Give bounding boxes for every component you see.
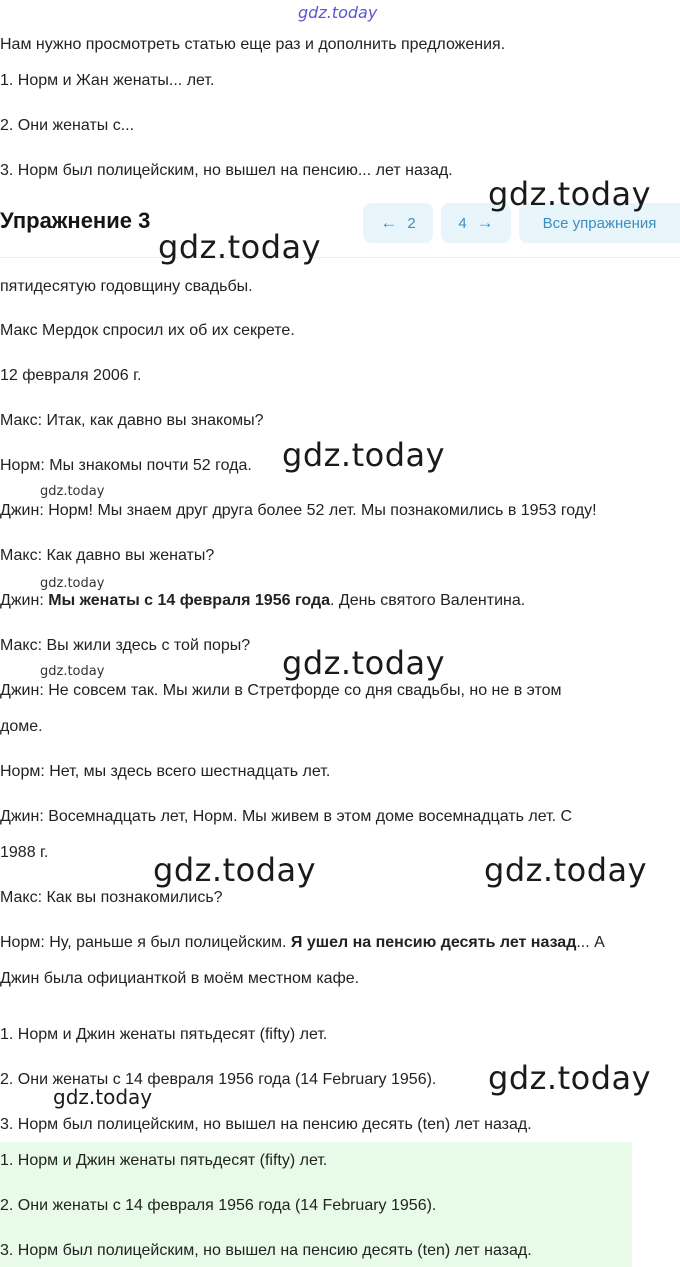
text-line: Джин: Не совсем так. Мы жили в Стретфорде со дня свадьбы, но не в этом <box>0 682 562 699</box>
intro-item-2: 2. Они женаты с... <box>0 117 135 134</box>
arrow-right-icon: → <box>476 213 494 232</box>
text-line: Джин была официанткой в моём местном кафе. <box>0 970 360 987</box>
text-line-bold: Мы женаты с 14 февраля 1956 года <box>48 592 331 609</box>
answer-item-3: 3. Норм был полицейским, но вышел на пенсию десять (ten) лет назад. <box>0 1116 532 1133</box>
watermark: gdz.today <box>282 644 446 682</box>
header-divider <box>0 257 680 258</box>
text-line: пятидесятую годовщину свадьбы. <box>0 278 253 295</box>
text-line: Джин: Восемнадцать лет, Норм. Мы живем в этом доме восемнадцать лет. С <box>0 808 573 825</box>
text-line: Макс: Вы жили здесь с той поры? <box>0 637 251 654</box>
text-line-bold: Я ушел на пенсию десять лет назад <box>290 934 577 951</box>
text-line: 1988 г. <box>0 844 49 861</box>
text-line-prefix: Норм: Ну, раньше я был полицейским. <box>0 934 291 951</box>
exercise-title: Упражнение 3 <box>0 208 151 233</box>
highlighted-answer-2: 2. Они женаты с 14 февраля 1956 года (14 February 1956). <box>0 1197 437 1214</box>
text-line: Макс: Как вы познакомились? <box>0 889 223 906</box>
instruction-text: Нам нужно просмотреть статью еще раз и дополнить предложения. <box>0 36 506 53</box>
answer-item-2: 2. Они женаты с 14 февраля 1956 года (14 February 1956). <box>0 1071 437 1088</box>
text-line: Макс Мердок спросил их об их секрете. <box>0 322 295 339</box>
text-line: Норм: Мы знакомы почти 52 года. <box>0 457 252 474</box>
intro-item-1: 1. Норм и Жан женаты... лет. <box>0 72 215 89</box>
watermark: gdz.today <box>153 851 317 889</box>
watermark: gdz.today <box>53 1085 153 1109</box>
text-line-suffix: ... А <box>576 934 605 951</box>
text-line-suffix: . День святого Валентина. <box>330 592 526 609</box>
text-line: доме. <box>0 718 43 735</box>
text-line: 12 февраля 2006 г. <box>0 367 142 384</box>
watermark: gdz.today <box>484 851 648 889</box>
watermark: gdz.today <box>488 1059 652 1097</box>
watermark-small: gdz.today <box>40 576 105 591</box>
prev-exercise-label: 2 <box>407 214 416 232</box>
all-exercises-label: Все упражнения <box>542 214 657 232</box>
next-exercise-label: 4 <box>458 214 467 232</box>
text-line-prefix: Джин: <box>0 592 49 609</box>
watermark: gdz.today <box>282 436 446 474</box>
arrow-left-icon: ← <box>380 213 398 232</box>
watermark-small: gdz.today <box>40 484 105 499</box>
watermark-top: gdz.today <box>298 3 378 22</box>
watermark: gdz.today <box>158 228 322 266</box>
intro-item-3: 3. Норм был полицейским, но вышел на пенсию... лет назад. <box>0 162 453 179</box>
watermark-small: gdz.today <box>40 664 105 679</box>
text-line: Макс: Как давно вы женаты? <box>0 547 215 564</box>
answer-item-1: 1. Норм и Джин женаты пятьдесят (fifty) лет. <box>0 1026 328 1043</box>
text-line: Макс: Итак, как давно вы знакомы? <box>0 412 264 429</box>
prev-exercise-button[interactable] <box>363 203 433 243</box>
text-line: Джин: Норм! Мы знаем друг друга более 52 лет. Мы познакомились в 1953 году! <box>0 502 597 519</box>
text-line <box>0 933 605 953</box>
highlighted-answer-3: 3. Норм был полицейским, но вышел на пенсию десять (ten) лет назад. <box>0 1242 532 1259</box>
highlighted-answer-1: 1. Норм и Джин женаты пятьдесят (fifty) лет. <box>0 1152 328 1169</box>
text-line <box>0 591 525 611</box>
text-line: Норм: Нет, мы здесь всего шестнадцать лет. <box>0 763 331 780</box>
watermark: gdz.today <box>488 175 652 213</box>
